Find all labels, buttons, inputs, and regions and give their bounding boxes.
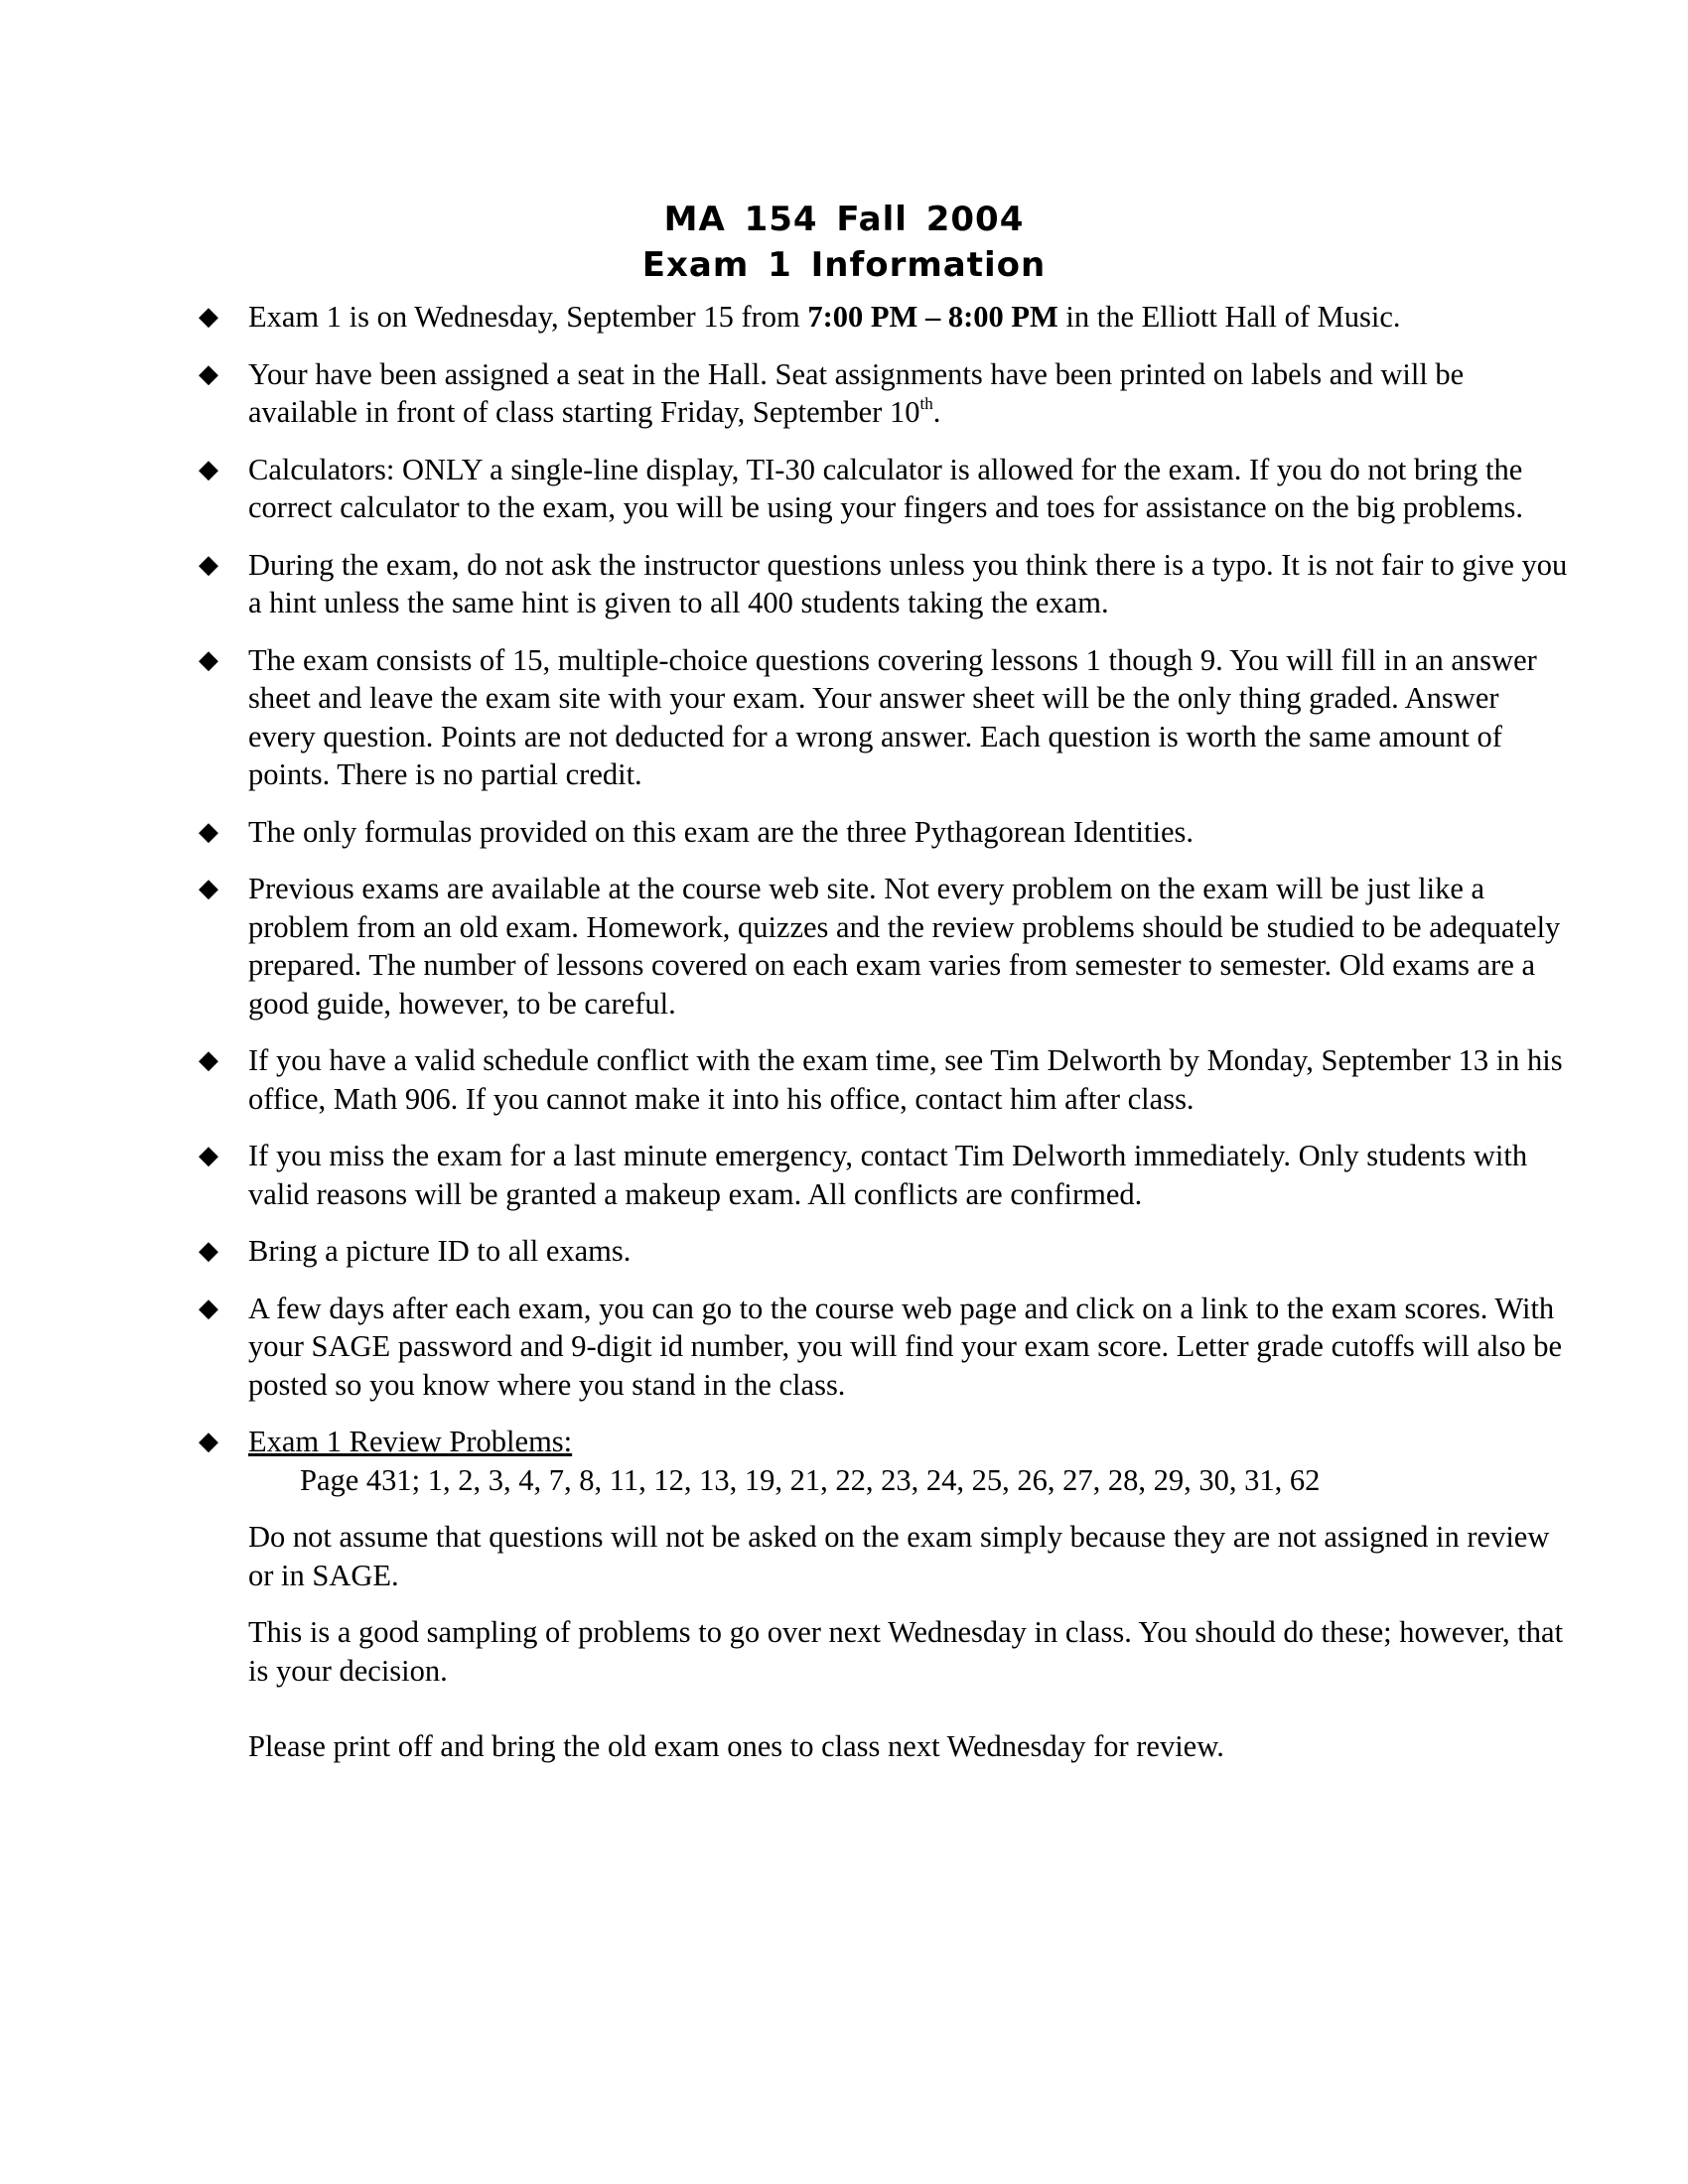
document-title — [0, 197, 1688, 288]
info-list — [199, 298, 1569, 1766]
list-item-picture-id: ◆ Bring a picture ID to all exams. — [199, 1232, 1569, 1271]
review-heading: Exam 1 Review Problems: — [248, 1425, 573, 1458]
list-item-missed-exam: ◆ If you miss the exam for a last minute emergency, contact Tim Delworth immediately. Only students with valid reasons will be granted a makeup exam. All conflicts are confirmed. — [199, 1139, 1528, 1211]
course-title: MA 154 Fall 2004 — [663, 200, 1025, 239]
diamond-bullet-icon: ◆ — [199, 644, 218, 674]
list-item-exam-format: ◆ The exam consists of 15, multiple-choice questions covering lessons 1 though 9. You will fill in an answer sheet and leave the exam site with your exam. Your answer sheet will be the only thing graded. Answer every question. Points are not deducted for a wrong answer. Each question is worth the same amount of points. There is no partial credit. — [199, 642, 1537, 791]
list-item-exam-scores: ◆ A few days after each exam, you can go to the course web page and click on a link to the exam scores. With your SAGE password and 9-digit id number, you will find your exam score. Letter grade cutoffs will also be posted so you know where you stand in the class. — [199, 1291, 1562, 1402]
diamond-bullet-icon: ◆ — [199, 454, 218, 483]
diamond-bullet-icon: ◆ — [199, 1236, 218, 1265]
diamond-bullet-icon: ◆ — [199, 1045, 218, 1074]
diamond-bullet-icon: ◆ — [199, 816, 218, 846]
diamond-bullet-icon: ◆ — [199, 1293, 218, 1322]
list-item-review-problems — [199, 1423, 1569, 1461]
exam-time: 7:00 PM – 8:00 PM — [807, 300, 1058, 334]
diamond-bullet-icon: ◆ — [199, 549, 218, 579]
list-item-previous-exams: ◆ Previous exams are available at the course web site. Not every problem on the exam will be just like a problem from an old exam. Homework, quizzes and the review problems should be studied to be adequately prepared. The number of lessons covered on each exam varies from semester to semester. Old exams are a good guide, however, to be careful. — [199, 872, 1561, 1021]
diamond-bullet-icon: ◆ — [199, 1427, 218, 1455]
list-item-schedule-conflict: ◆ If you have a valid schedule conflict with the exam time, see Tim Delworth by Monday, September 13 in his office, Math 906. If you cannot make it into his office, contact him after class. — [199, 1043, 1563, 1116]
review-problem-list: Page 431; 1, 2, 3, 4, 7, 8, 11, 12, 13, 19, 21, 22, 23, 24, 25, 26, 27, 28, 29, 30, 31, 62 — [300, 1462, 1321, 1497]
list-item-seat-assignment: ◆ Your have been assigned a seat in the Hall. Seat assignments have been printed on labels and will be available in front of class starting Friday, September 10th. — [199, 356, 1465, 429]
list-item-questions-policy: ◆ During the exam, do not ask the instructor questions unless you think there is a typo. It is not fair to give you a hint unless the same hint is given to all 400 students taking the exam. — [199, 547, 1568, 619]
list-item-exam-time: ◆ Exam 1 is on Wednesday, September 15 from 7:00 PM – 8:00 PM in the Elliott Hall of Music. — [199, 298, 1569, 337]
diamond-bullet-icon: ◆ — [199, 874, 218, 902]
diamond-bullet-icon: ◆ — [199, 358, 218, 388]
list-item-calculators: ◆ Calculators: ONLY a single-line display, TI-30 calculator is allowed for the exam. If you do not bring the correct calculator to the exam, you will be using your fingers and toes for assistance on the big problems. — [199, 452, 1524, 524]
review-note-print: Please print off and bring the old exam ones to class next Wednesday for review. — [248, 1729, 1224, 1763]
diamond-bullet-icon: ◆ — [199, 1141, 218, 1169]
exam-info-title: Exam 1 Information — [641, 245, 1047, 285]
review-note-sampling: This is a good sampling of problems to go over next Wednesday in class. You should do these; however, that is your decision. — [248, 1615, 1564, 1688]
review-note-assumptions: Do not assume that questions will not be asked on the exam simply because they are not assigned in review or in SAGE. — [248, 1520, 1550, 1592]
list-item-formulas: ◆ The only formulas provided on this exam are the three Pythagorean Identities. — [199, 813, 1569, 852]
diamond-bullet-icon: ◆ — [199, 302, 218, 331]
